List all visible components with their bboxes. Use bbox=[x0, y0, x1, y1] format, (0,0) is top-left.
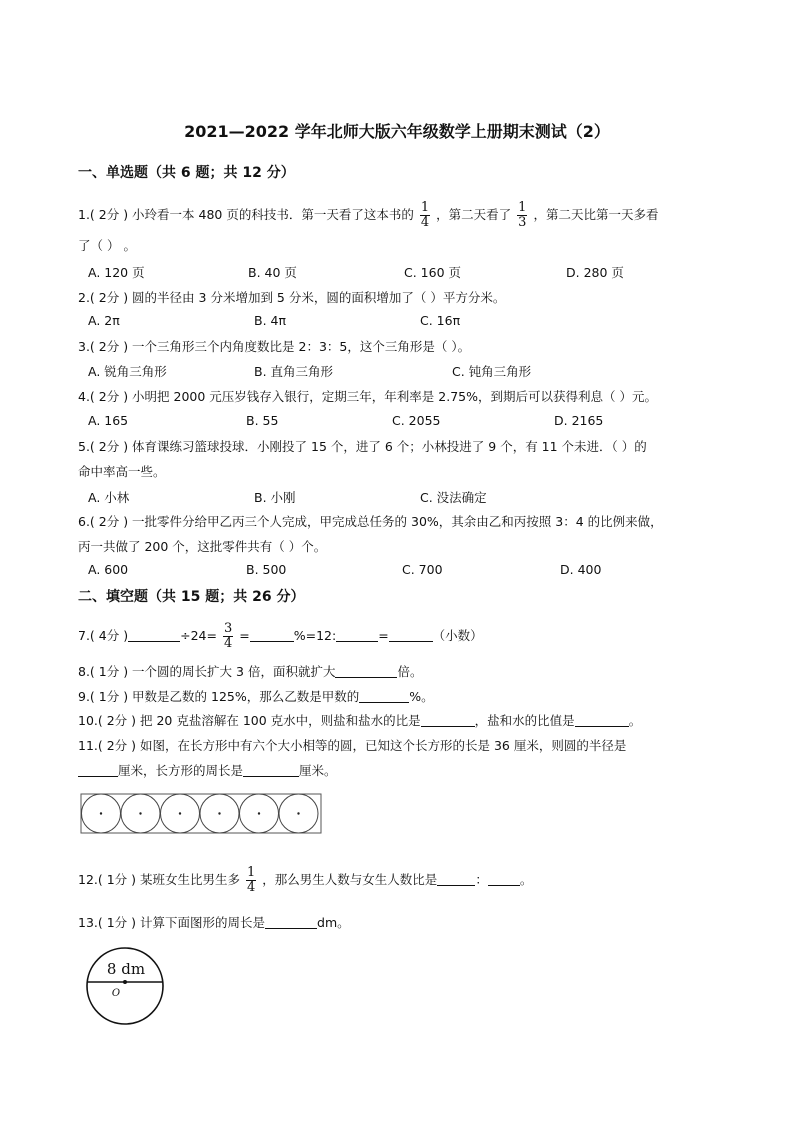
fraction: $\frac{3}{4}$ bbox=[223, 621, 233, 651]
answer-blank[interactable] bbox=[336, 629, 378, 642]
question-2: 2.( 2分 ) 圆的半径由 3 分米增加到 5 分米，圆的面积增加了（ ）平方分米。 bbox=[78, 290, 506, 305]
fraction: $\frac{1}{4}$ bbox=[247, 865, 256, 895]
question-13: 13.( 1分 ) 计算下面图形的周长是 dm。 bbox=[78, 915, 350, 930]
question-11-line-2: 厘米，长方形的周长是 厘米。 bbox=[78, 761, 337, 779]
question-8: 8.( 1分 ) 一个圆的周长扩大 3 倍，面积就扩大 倍。 bbox=[78, 664, 423, 679]
answer-blank[interactable] bbox=[78, 764, 118, 777]
rectangle-six-circles-figure bbox=[80, 793, 324, 835]
option-c[interactable]: C. 16π bbox=[420, 313, 461, 328]
answer-blank[interactable] bbox=[389, 629, 433, 642]
question-3: 3.( 2分 ) 一个三角形三个内角度数比是 2：3：5，这个三角形是（ ）。 bbox=[78, 339, 471, 354]
question-1 bbox=[78, 201, 658, 230]
answer-blank[interactable] bbox=[265, 916, 317, 929]
question-text: ，第二天比第一天多看 bbox=[533, 207, 659, 222]
question-9: 9.( 1分 ) 甲数是乙数的 125%，那么乙数是甲数的 %。 bbox=[78, 689, 434, 704]
option-d[interactable]: D. 280 页 bbox=[566, 265, 624, 280]
section-heading-fill-in: 二、填空题（共 15 题；共 26 分） bbox=[78, 589, 305, 605]
option-d[interactable]: D. 400 bbox=[560, 562, 602, 577]
answer-blank[interactable] bbox=[421, 714, 475, 727]
question-6: 6.( 2分 ) 一批零件分给甲乙丙三个人完成，甲完成总任务的 30%，其余由乙和丙按照 3：4 的比例来做， bbox=[78, 514, 663, 529]
option-a[interactable]: A. 165 bbox=[88, 413, 129, 428]
option-b[interactable]: B. 40 页 bbox=[248, 265, 297, 280]
option-b[interactable]: B. 500 bbox=[246, 562, 287, 577]
question-7: 7.( 4分 ) ÷24= $\frac{3}{4}$ = %=12: = （小数） bbox=[78, 621, 483, 651]
option-c[interactable]: C. 700 bbox=[402, 562, 443, 577]
answer-blank[interactable] bbox=[359, 690, 409, 703]
answer-blank[interactable] bbox=[575, 714, 629, 727]
center-label: O bbox=[111, 988, 121, 999]
option-c[interactable]: C. 钝角三角形 bbox=[452, 364, 532, 379]
option-a[interactable]: A. 120 页 bbox=[88, 265, 145, 280]
option-a[interactable]: A. 600 bbox=[88, 562, 129, 577]
question-11: 11.( 2分 ) 如图，在长方形中有六个大小相等的圆，已知这个长方形的长是 36 厘米，则圆的半径是 bbox=[78, 738, 627, 753]
answer-blank[interactable] bbox=[128, 629, 180, 642]
question-1-line-2: 了（ ） 。 bbox=[78, 238, 136, 253]
page-title: 2021—2022 学年北师大版六年级数学上册期末测试（2） bbox=[184, 122, 610, 141]
option-d[interactable]: D. 2165 bbox=[554, 413, 604, 428]
option-b[interactable]: B. 直角三角形 bbox=[254, 364, 334, 379]
question-10: 10.( 2分 ) 把 20 克盐溶解在 100 克水中，则盐和盐水的比是 ，盐和水的比值是 。 bbox=[78, 713, 642, 728]
option-a[interactable]: A. 锐角三角形 bbox=[88, 364, 167, 379]
option-b[interactable]: B. 4π bbox=[254, 313, 287, 328]
answer-blank[interactable] bbox=[488, 873, 520, 886]
option-b[interactable]: B. 55 bbox=[246, 413, 279, 428]
option-b[interactable]: B. 小刚 bbox=[254, 490, 296, 505]
diameter-label: 8 dm bbox=[106, 960, 146, 978]
question-text: 7.( 4分 ) bbox=[78, 628, 129, 643]
option-a[interactable]: A. 小林 bbox=[88, 490, 130, 505]
option-c[interactable]: C. 160 页 bbox=[404, 265, 462, 280]
fraction: $\frac{1}{3}$ bbox=[518, 200, 527, 230]
answer-blank[interactable] bbox=[437, 873, 475, 886]
option-c[interactable]: C. 没法确定 bbox=[420, 490, 487, 505]
fraction: $\frac{1}{4}$ bbox=[420, 200, 430, 230]
question-4: 4.( 2分 ) 小明把 2000 元压岁钱存入银行，定期三年，年利率是 2.75%，到期后可以获得利息（ ）元。 bbox=[78, 389, 657, 404]
question-12: 12.( 1分 ) 某班女生比男生多 $\frac{1}{4}$ ，那么男生人数与女生人数比是 ： 。 bbox=[78, 865, 533, 895]
question-text: 1.( 2分 ) 小玲看一本 480 页的科技书．第一天看了这本书的 bbox=[78, 207, 414, 222]
question-6-line-2: 丙一共做了 200 个，这批零件共有（ ）个。 bbox=[78, 539, 327, 554]
answer-blank[interactable] bbox=[243, 764, 299, 777]
circle-diameter-figure bbox=[78, 945, 178, 1027]
answer-blank[interactable] bbox=[335, 665, 397, 678]
option-a[interactable]: A. 2π bbox=[88, 313, 120, 328]
question-text: ，第二天看了 bbox=[436, 207, 512, 222]
option-c[interactable]: C. 2055 bbox=[392, 413, 441, 428]
question-5: 5.( 2分 ) 体育课练习篮球投球．小刚投了 15 个，进了 6 个；小林投进了 9 个，有 11 个未进．（ ）的 bbox=[78, 439, 647, 454]
question-5-line-2: 命中率高一些。 bbox=[78, 464, 166, 479]
answer-blank[interactable] bbox=[250, 629, 294, 642]
section-heading-single-choice: 一、单选题（共 6 题；共 12 分） bbox=[78, 165, 295, 181]
